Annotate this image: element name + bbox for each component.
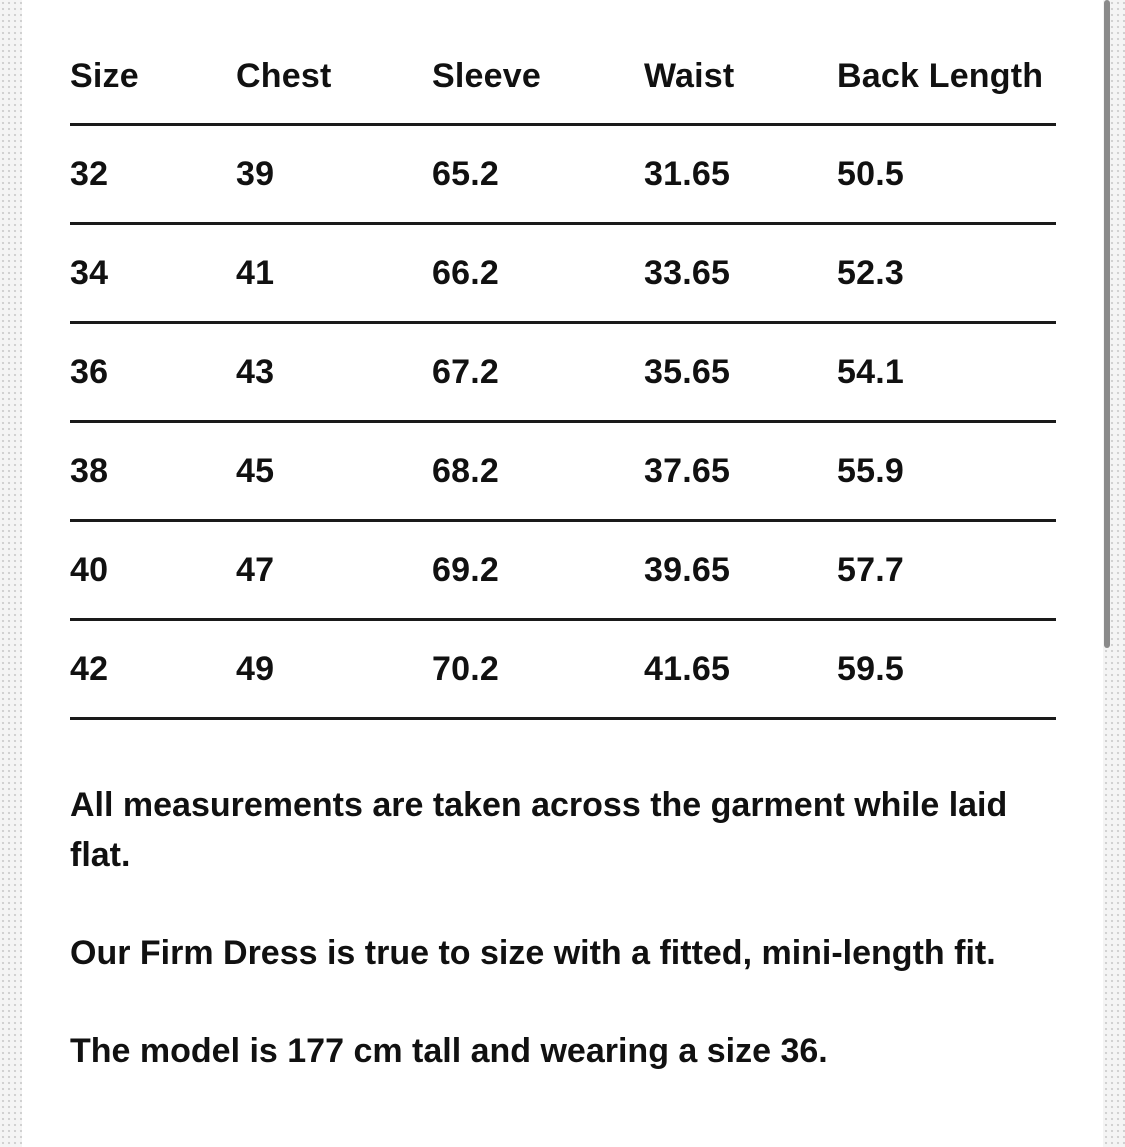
measurement-note: All measurements are taken across the garment while laid flat. [70, 786, 1008, 874]
cell-size: 38 [70, 451, 109, 490]
cell-chest: 41 [236, 253, 275, 292]
cell-size: 34 [70, 253, 109, 292]
table-row [70, 621, 1056, 720]
fit-note: Our Firm Dress is true to size with a fitted, mini-length fit. [70, 934, 996, 972]
cell-chest: 49 [236, 649, 275, 688]
cell-sleeve: 66.2 [432, 253, 499, 292]
column-header-back-length: Back Length [837, 57, 1044, 95]
cell-back-length: 57.7 [837, 550, 904, 589]
cell-sleeve: 69.2 [432, 550, 499, 589]
content-panel [22, 0, 1103, 1147]
table-row [70, 126, 1056, 225]
cell-back-length: 55.9 [837, 451, 904, 490]
table-row [70, 522, 1056, 621]
cell-waist: 37.65 [644, 451, 731, 490]
cell-chest: 45 [236, 451, 275, 490]
column-header-waist: Waist [644, 57, 735, 95]
column-header-size: Size [70, 57, 139, 95]
cell-size: 36 [70, 352, 109, 391]
cell-chest: 39 [236, 154, 275, 193]
cell-chest: 47 [236, 550, 275, 589]
cell-waist: 39.65 [644, 550, 731, 589]
column-header-sleeve: Sleeve [432, 57, 541, 95]
cell-back-length: 54.1 [837, 352, 904, 391]
cell-waist: 31.65 [644, 154, 731, 193]
cell-back-length: 52.3 [837, 253, 904, 292]
fit-notes [70, 780, 1050, 1124]
cell-back-length: 59.5 [837, 649, 904, 688]
size-chart-table [70, 30, 1056, 720]
cell-back-length: 50.5 [837, 154, 904, 193]
table-row [70, 324, 1056, 423]
table-header-row [70, 30, 1056, 126]
cell-sleeve: 68.2 [432, 451, 499, 490]
page-edge-left [0, 0, 22, 1147]
scrollbar-thumb[interactable] [1104, 0, 1110, 648]
cell-waist: 33.65 [644, 253, 731, 292]
cell-sleeve: 70.2 [432, 649, 499, 688]
cell-size: 42 [70, 649, 109, 688]
cell-sleeve: 65.2 [432, 154, 499, 193]
cell-size: 40 [70, 550, 109, 589]
model-note: The model is 177 cm tall and wearing a size 36. [70, 1032, 828, 1070]
table-row [70, 225, 1056, 324]
cell-waist: 35.65 [644, 352, 731, 391]
column-header-chest: Chest [236, 57, 332, 95]
cell-sleeve: 67.2 [432, 352, 499, 391]
table-row [70, 423, 1056, 522]
cell-chest: 43 [236, 352, 275, 391]
cell-size: 32 [70, 154, 109, 193]
cell-waist: 41.65 [644, 649, 731, 688]
